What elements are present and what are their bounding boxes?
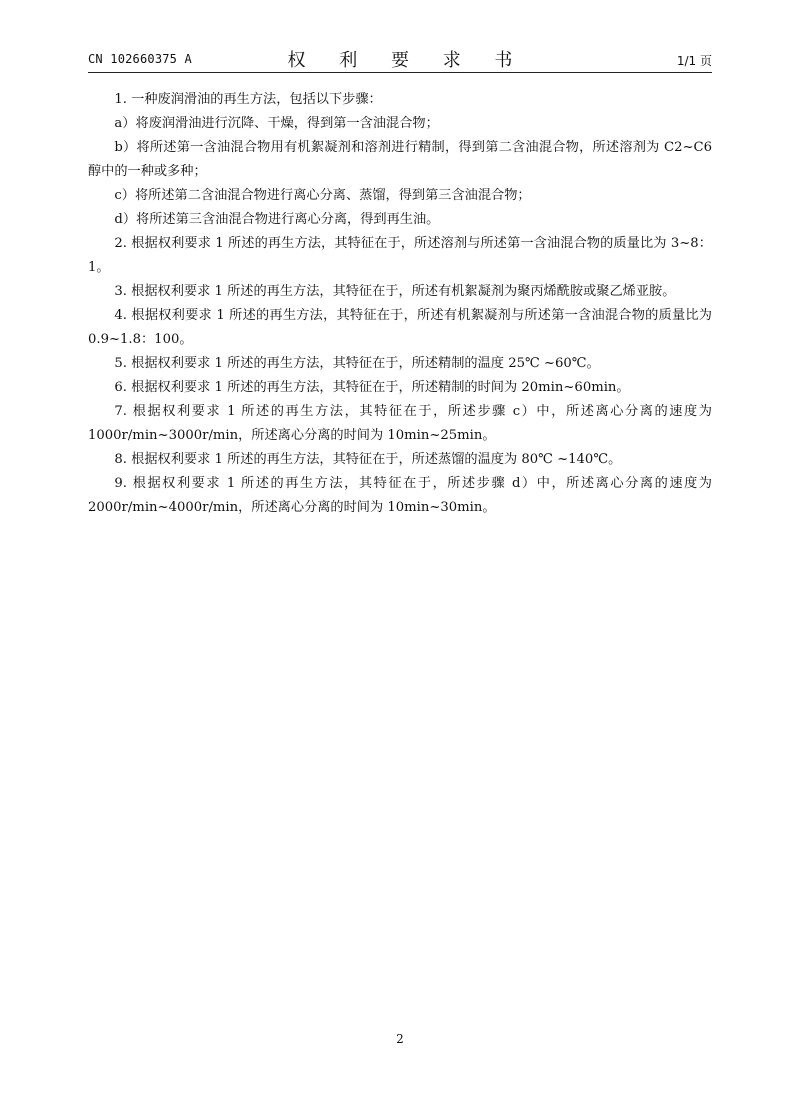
claim-9: 9. 根据权利要求 1 所述的再生方法，其特征在于，所述步骤 d）中，所述离心分离的速度为 2000r/min~4000r/min，所述离心分离的时间为 10min~30min。: [88, 476, 712, 515]
claims-body: [88, 88, 712, 520]
claim-3: 3. 根据权利要求 1 所述的再生方法，其特征在于，所述有机絮凝剂为聚丙烯酰胺或聚乙烯亚胺。: [114, 284, 676, 299]
page-header: [88, 46, 712, 73]
claim-1-step-a: a）将废润滑油进行沉降、干燥，得到第一含油混合物；: [114, 116, 439, 131]
claim-4: 4. 根据权利要求 1 所述的再生方法，其特征在于，所述有机絮凝剂与所述第一含油混合物的质量比为 0.9~1.8：100。: [88, 308, 712, 347]
claim-1-step-b: b）将所述第一含油混合物用有机絮凝剂和溶剂进行精制，得到第二含油混合物，所述溶剂为 C2~C6 醇中的一种或多种；: [88, 140, 712, 179]
claim-6: 6. 根据权利要求 1 所述的再生方法，其特征在于，所述精制的时间为 20min~60min。: [114, 380, 630, 395]
claim-2: 2. 根据权利要求 1 所述的再生方法，其特征在于，所述溶剂与所述第一含油混合物的质量比为 3~8：1。: [88, 236, 712, 275]
claim-1-step-c: c）将所述第二含油混合物进行离心分离、蒸馏，得到第三含油混合物；: [114, 188, 531, 203]
document-title: 权 利 要 求 书: [287, 50, 527, 71]
claim-8: 8. 根据权利要求 1 所述的再生方法，其特征在于，所述蒸馏的温度为 80℃ ~140℃。: [114, 452, 622, 467]
claim-1-step-d: d）将所述第三含油混合物进行离心分离，得到再生油。: [114, 212, 440, 227]
page-indicator: 1/1 页: [676, 54, 712, 68]
claim-1: 1. 一种废润滑油的再生方法，包括以下步骤：: [114, 92, 382, 107]
claim-7: 7. 根据权利要求 1 所述的再生方法，其特征在于，所述步骤 c）中，所述离心分离的速度为 1000r/min~3000r/min，所述离心分离的时间为 10min~25min。: [88, 404, 712, 443]
page-footer: [0, 1032, 800, 1046]
document-number: CN 102660375 A: [88, 52, 192, 66]
claim-5: 5. 根据权利要求 1 所述的再生方法，其特征在于，所述精制的温度 25℃ ~60℃。: [114, 356, 600, 371]
page-number: 2: [396, 1032, 404, 1046]
